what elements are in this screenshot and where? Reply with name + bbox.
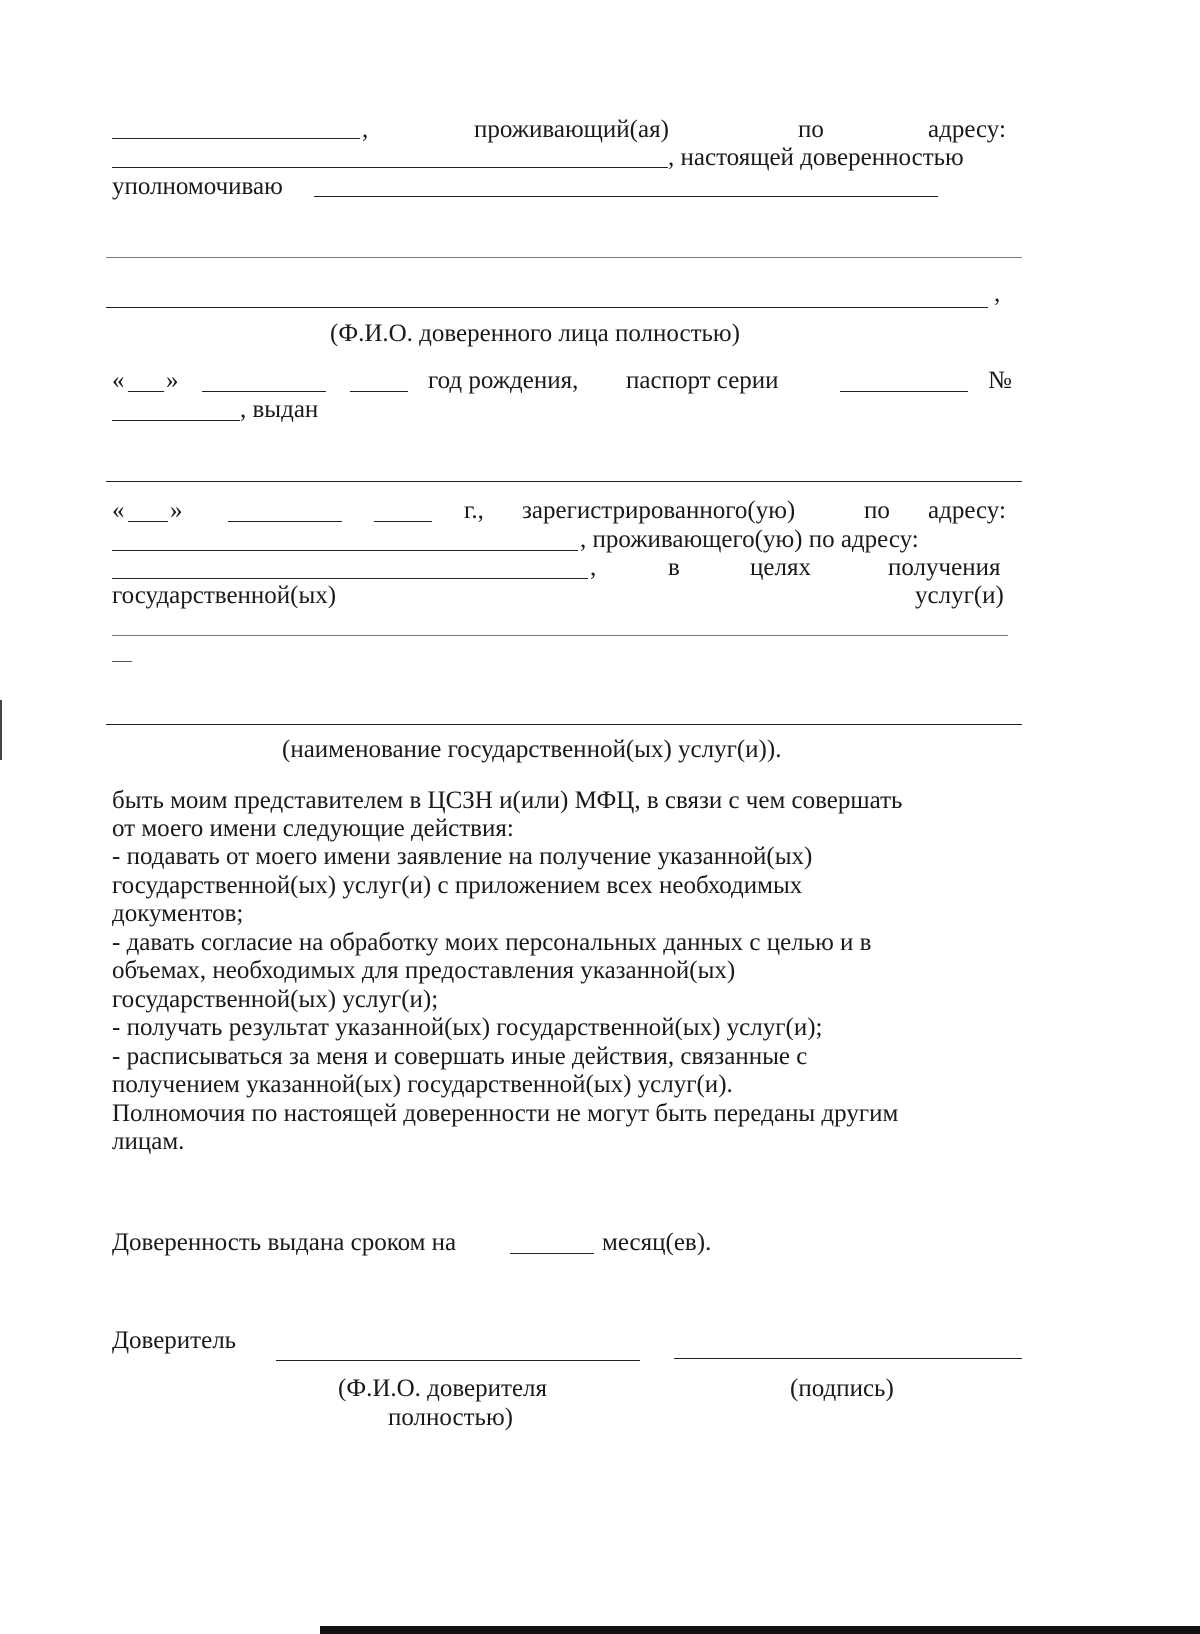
- issued-label: , выдан: [240, 396, 319, 423]
- issued-by-blank[interactable]: [106, 481, 1022, 482]
- term-label: Доверенность выдана сроком на: [112, 1229, 457, 1256]
- principal-name-caption-2: полностью): [388, 1404, 513, 1431]
- scan-edge-mark: [0, 700, 2, 760]
- trustee-name-blank[interactable]: [314, 196, 938, 197]
- birth-month-blank[interactable]: [202, 391, 326, 392]
- service-name-blank-2[interactable]: [106, 724, 1022, 725]
- comma: ,: [590, 554, 597, 581]
- tselyakh-word: целях: [750, 554, 811, 581]
- birth-day-blank[interactable]: [128, 391, 164, 392]
- birth-year-blank[interactable]: [350, 391, 408, 392]
- body-line: объемах, необходимых для предоставления указанной(ых): [112, 957, 736, 984]
- passport-number-blank[interactable]: [112, 420, 240, 421]
- registration-address-blank[interactable]: [112, 550, 578, 551]
- birth-year-label: год рождения,: [428, 367, 579, 394]
- body-line: лицам.: [112, 1128, 185, 1155]
- authorization-text: , настоящей доверенностью: [668, 144, 964, 171]
- principal-name-blank[interactable]: [276, 1360, 640, 1361]
- address-label: адресу:: [928, 497, 1006, 524]
- body-line: - расписываться за меня и совершать иные действия, связанные с: [112, 1043, 808, 1070]
- issue-year-blank[interactable]: [374, 521, 432, 522]
- uslug-word: услуг(и): [915, 582, 1004, 609]
- address-label: адресу:: [928, 116, 1006, 143]
- body-line: - подавать от моего имени заявление на получение указанной(ых): [112, 843, 813, 870]
- passport-series-blank[interactable]: [840, 391, 968, 392]
- residence-address-blank[interactable]: [112, 578, 588, 579]
- body-line: документов;: [112, 900, 244, 927]
- signature-caption: (подпись): [790, 1375, 894, 1402]
- number-sign: №: [988, 367, 1012, 394]
- service-caption: (наименование государственной(ых) услуг(и)).: [282, 736, 782, 763]
- comma: ,: [994, 280, 1001, 307]
- issue-month-blank[interactable]: [228, 521, 342, 522]
- body-line: быть моим представителем в ЦСЗН и(или) МФЦ, в связи с чем совершать: [112, 787, 903, 814]
- body-line: получением указанной(ых) государственной(ых) услуг(и).: [112, 1071, 733, 1098]
- principal-signature-blank[interactable]: [674, 1358, 1022, 1359]
- body-line: - давать согласие на обработку моих персональных данных с целью и в: [112, 929, 872, 956]
- name-blank[interactable]: [112, 138, 360, 139]
- address-blank[interactable]: [112, 167, 668, 168]
- scan-bottom-edge: [320, 1626, 1200, 1634]
- quote-open: «: [112, 497, 125, 524]
- trustee-caption: (Ф.И.О. доверенного лица полностью): [330, 320, 740, 347]
- quote-open: «: [112, 367, 125, 394]
- quote-close: »: [170, 497, 183, 524]
- term-months-blank[interactable]: [510, 1253, 594, 1254]
- gosudarstvennoy-word: государственной(ых): [112, 582, 337, 609]
- principal-label: Доверитель: [112, 1327, 237, 1354]
- v-word: в: [668, 554, 680, 581]
- residing-label: проживающий(ая): [474, 116, 669, 143]
- body-line: Полномочия по настоящей доверенности не могут быть переданы другим: [112, 1100, 899, 1127]
- polucheniya-word: получения: [888, 554, 1001, 581]
- registered-label: зарегистрированного(ую): [522, 497, 796, 524]
- service-name-blank[interactable]: [112, 635, 1008, 636]
- principal-name-caption: (Ф.И.О. доверителя: [338, 1375, 548, 1402]
- trustee-name-blank-3[interactable]: [106, 307, 988, 308]
- body-line: государственной(ых) услуг(и);: [112, 986, 439, 1013]
- body-line: - получать результат указанной(ых) государственной(ых) услуг(и);: [112, 1014, 823, 1041]
- body-line: от моего имени следующие действия:: [112, 815, 514, 842]
- po-label: по: [798, 116, 824, 143]
- dash-mark: —: [112, 649, 132, 671]
- issue-day-blank[interactable]: [128, 521, 168, 522]
- year-abbrev: г.,: [464, 497, 484, 524]
- term-suffix: месяц(ев).: [602, 1229, 712, 1256]
- po-label: по: [864, 497, 890, 524]
- body-line: государственной(ых) услуг(и) с приложением всех необходимых: [112, 872, 803, 899]
- authorize-label: уполномочиваю: [112, 173, 283, 200]
- quote-close: »: [166, 367, 179, 394]
- trustee-name-blank-2[interactable]: [106, 257, 1022, 258]
- residing-label: , проживающего(ую) по адресу:: [580, 526, 919, 553]
- passport-series-label: паспорт серии: [626, 367, 779, 394]
- comma: ,: [362, 116, 369, 143]
